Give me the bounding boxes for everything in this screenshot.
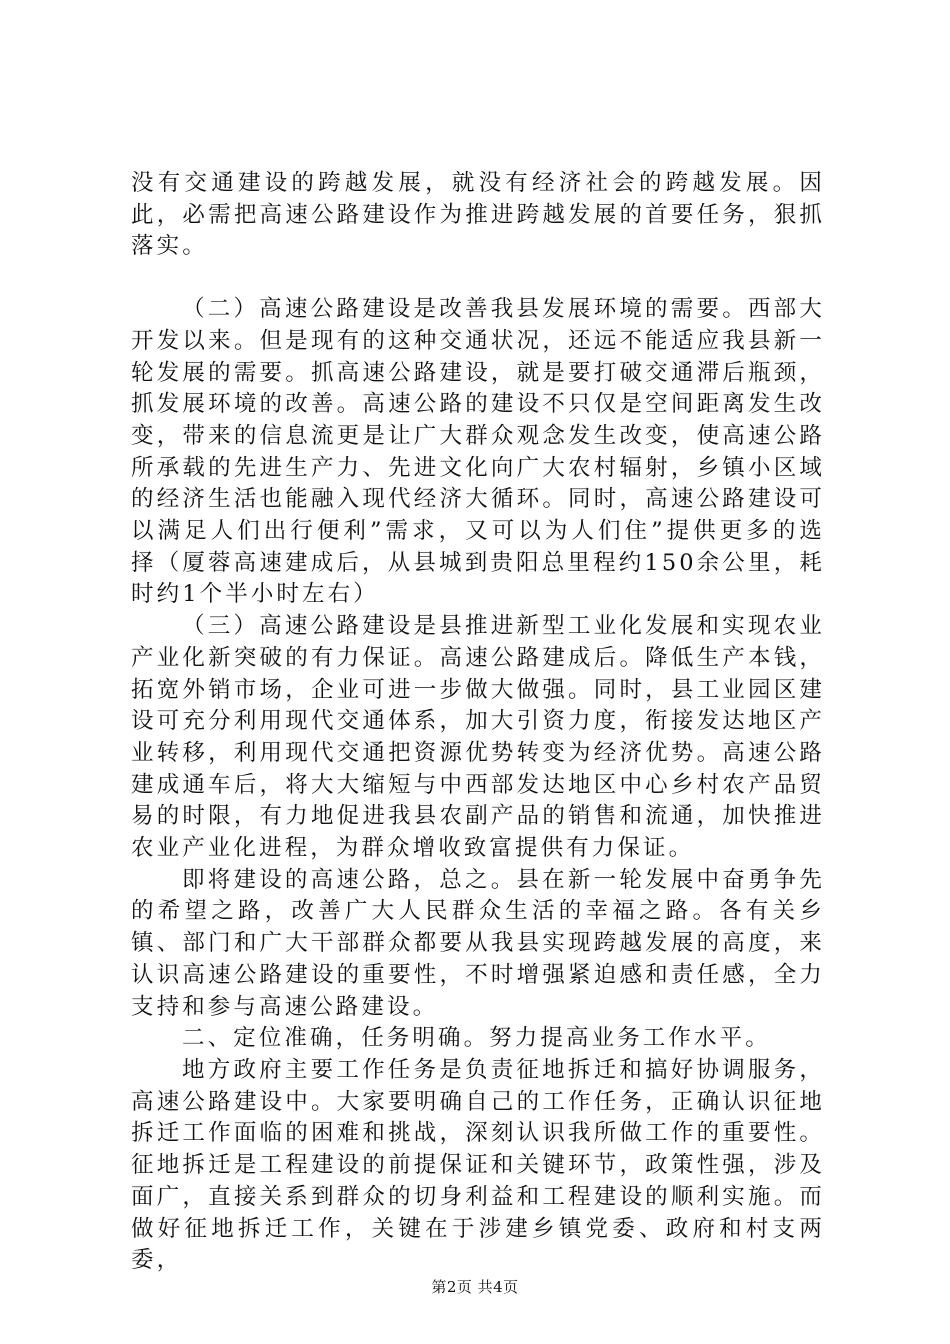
paragraph-gap: [131, 263, 825, 294]
paragraph-section-2: （二）高速公路建设是改善我县发展环境的需要。西部大开发以来。但是现有的这种交通状况，还远不能适应我县新一轮发展的需要。抓高速公路建设，就是要打破交通滞后瓶颈，抓发展环境的改善。高速公路的建设不只仅是空间距离发生改变，带来的信息流更是让广大群众观念发生改变，使高速公路所承载的先进生产力、先进文化向广大农村辐射，乡镇小区域的经济生活也能融入现代经济大循环。同时，高速公路建设可以满足人们出行便利”需求，又可以为人们住”提供更多的选择（厦蓉高速建成后，从县城到贵阳总里程约150余公里，耗时约1个半小时左右）: [131, 296, 825, 608]
paragraph-intro: 没有交通建设的跨越发展，就没有经济社会的跨越发展。因此，必需把高速公路建设作为推进跨越发展的首要任务，狠抓落实。: [131, 170, 825, 260]
document-body: [131, 168, 825, 1277]
paragraph-summary: 即将建设的高速公路，总之。县在新一轮发展中奋勇争先的希望之路，改善广大人民群众生活的幸福之路。各有关乡镇、部门和广大干部群众都要从我县实现跨越发展的高度，来认识高速公路建设的重要性，不时增强紧迫感和责任感，全力支持和参与高速公路建设。: [131, 866, 825, 1020]
page-number-footer: 第2页 共4页: [431, 1278, 519, 1296]
section-heading-2: 二、定位准确，任务明确。努力提高业务工作水平。: [182, 1025, 771, 1052]
paragraph-tasks: 地方政府主要工作任务是负责征地拆迁和搞好协调服务，高速公路建设中。大家要明确自己的工作任务，正确认识征地拆迁工作面临的困难和挑战，深刻认识我所做工作的重要性。征地拆迁是工程建设的前提保证和关键环节，政策性强，涉及面广，直接关系到群众的切身利益和工程建设的顺利实施。而做好征地拆迁工作，关键在于涉建乡镇党委、政府和村支两委，: [131, 1056, 825, 1274]
paragraph-section-3: （三）高速公路建设是县推进新型工业化发展和实现农业产业化新突破的有力保证。高速公路建成后。降低生产本钱，拓宽外销市场，企业可进一步做大做强。同时，县工业园区建设可充分利用现代交通体系，加大引资力度，衔接发达地区产业转移，利用现代交通把资源优势转变为经济优势。高速公路建成通车后，将大大缩短与中西部发达地区中心乡村农产品贸易的时限，有力地促进我县农副产品的销售和流通，加快推进农业产业化进程，为群众增收致富提供有力保证。: [131, 613, 825, 862]
